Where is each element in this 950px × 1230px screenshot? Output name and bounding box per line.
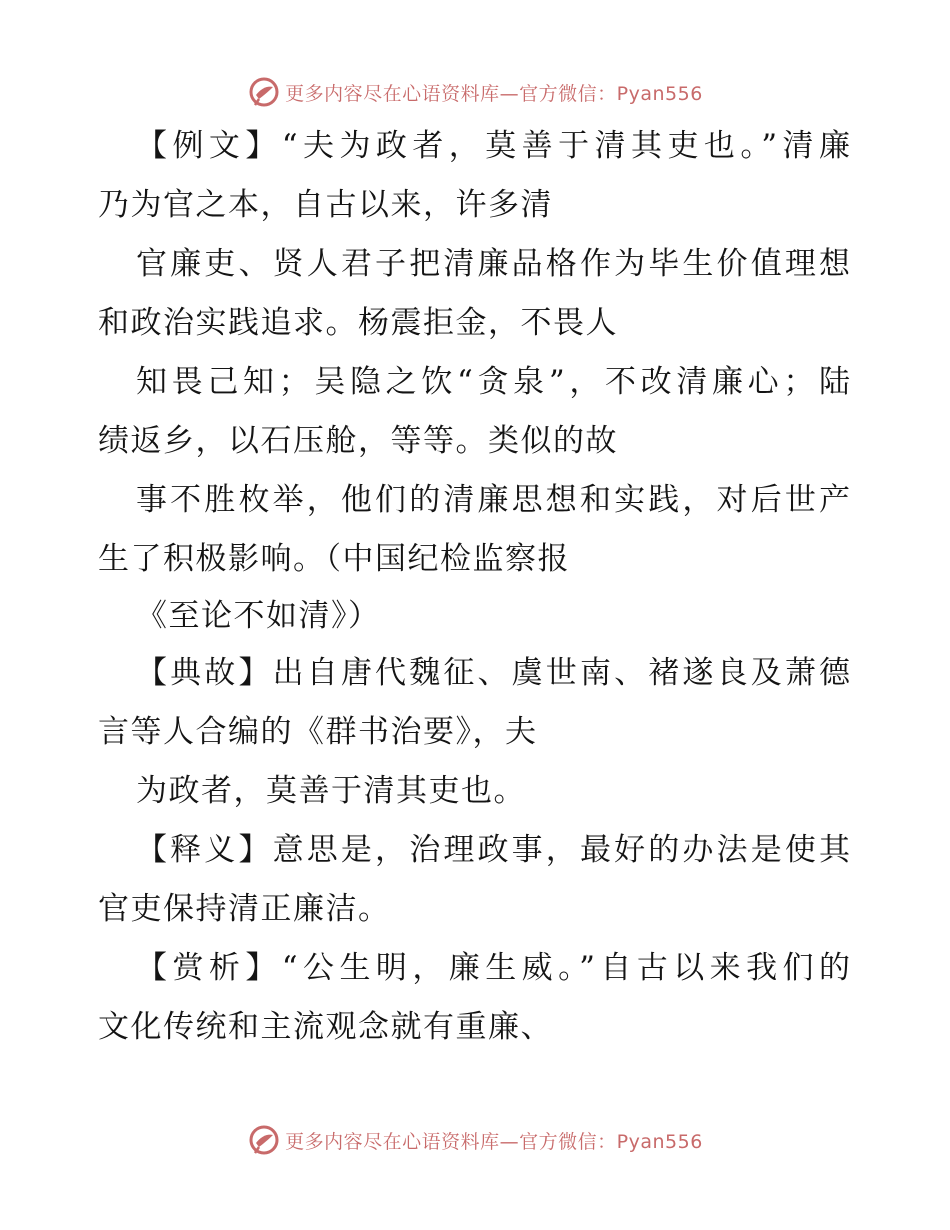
text-line: 官廉吏、贤人君子把清廉品格作为毕生价值理想 <box>136 246 850 282</box>
text-line: 文化传统和主流观念就有重廉、 <box>98 1009 553 1045</box>
text-line: 【释义】意思是，治理政事，最好的办法是使其 <box>136 832 850 868</box>
text-line: 乃为官之本，自古以来，许多清 <box>98 187 553 223</box>
text-line: 为政者，莫善于清其吏也。 <box>136 773 526 809</box>
watermark-text: 更多内容尽在心语资料库—官方微信：Pyan556 <box>285 82 703 105</box>
text-line: 事不胜枚举，他们的清廉思想和实践，对后世产 <box>136 482 850 518</box>
watermark-logo-icon <box>247 1123 281 1157</box>
text-line: 知畏己知；吴隐之饮“贪泉”，不改清廉心；陆 <box>136 364 850 400</box>
text-line: 【赏析】“公生明，廉生威。”自古以来我们的 <box>136 950 850 986</box>
footer-watermark <box>0 1120 950 1160</box>
text-line: 言等人合编的《群书治要》，夫 <box>98 714 538 750</box>
text-line: 生了积极影响。（中国纪检监察报 <box>98 541 570 577</box>
text-line: 官吏保持清正廉洁。 <box>98 891 391 927</box>
text-line: 【典故】出自唐代魏征、虞世南、褚遂良及萧德 <box>136 655 850 691</box>
watermark-text: 更多内容尽在心语资料库—官方微信：Pyan556 <box>285 1130 703 1153</box>
text-line: 和政治实践追求。杨震拒金，不畏人 <box>98 305 618 341</box>
watermark-logo-icon <box>247 75 281 109</box>
text-line: 绩返乡，以石压舱，等等。类似的故 <box>98 423 618 459</box>
header-watermark <box>0 72 950 112</box>
text-line: 【例文】“夫为政者，莫善于清其吏也。”清廉 <box>136 128 850 164</box>
text-line: 《至论不如清》） <box>136 598 381 634</box>
